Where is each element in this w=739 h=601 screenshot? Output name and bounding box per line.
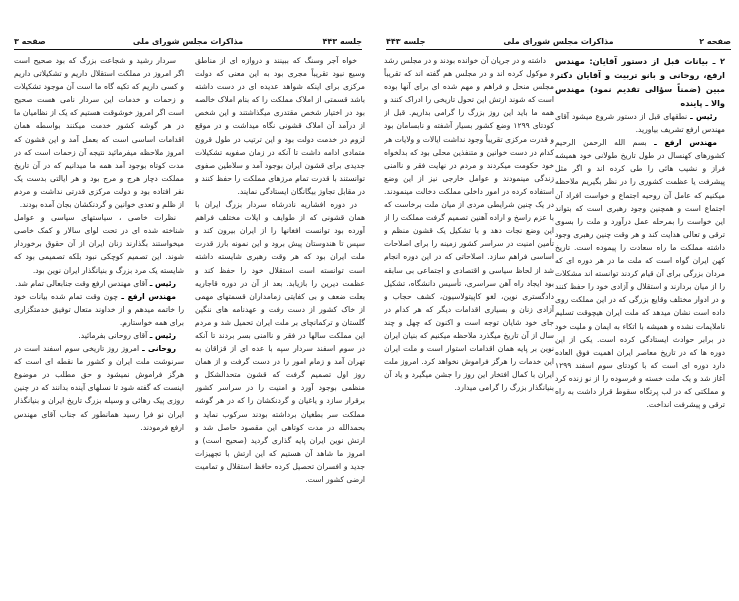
speaker-name: رئیس ـ	[690, 112, 718, 121]
speech-paragraph	[14, 290, 184, 329]
paragraph-text: سردار رشید و شجاعت بزرگ که بود صحیح است اگر امروز در مملکت استقلال داریم و تشکیلاتی داریم و کسی داریم که تکیه گاه ما است آن موجود تشکیلات و زحمات و خدمات این سردار نامی هست صحیح است اگر امروز خوشوقت هستیم که یک از نظامیان ما در هر گوشه کشور خدمت میکنند بواسطه همان اقدامات اساسی است که بعمل آمد و این قشون که امروز ملاحظه میفرمائید نتیجه آن زحمات است که در مدت کوتاه بوجود آمد همه ما میدانیم که در آن تاریخ مملکت دچار هرج و مرج بود و هر ایالتی بدست یک نفر افتاده بود و دولت مرکزی قدرتی نداشت و مردم از ظلم و تعدی خوانین و گردنکشان بجان آمده بودند.	[14, 56, 184, 210]
session-number: جلسه ۴۴۳	[322, 37, 362, 46]
page-number: صفحه ۳	[14, 37, 46, 46]
running-title: مذاکرات مجلس شورای ملی	[132, 37, 244, 46]
speech-paragraph	[14, 342, 184, 434]
text-column-right	[195, 54, 365, 594]
speech-paragraph	[14, 277, 184, 290]
section-title: ۲ ـ بیانات قبل از دستور آقایان: مهندس ارفع، روحانی و بانو تربیت و آقایان دکتر مبین (ضمناً سؤالی تقدیم نمود) مهندس والا ـ پاینده	[555, 56, 725, 108]
paragraph-text: بسم الله الرحمن الرحیم کشورهای کهنسال در طول تاریخ طولانی خود همیشه فراز و نشیب هائی را طی کرده اند و اگر مثل پیشرفت یا عظمت کشوری را در نظر بگیریم ملاحظه میکنیم که عامل آن روحیه اجتماع و خواست افراد آن اجتماع است و همچنین وجود رهبری است که بتواند این خواست را بمرحله عمل درآورد و ملت را بسوی ترقی و تعالی هدایت کند و هر وقت چنین رهبری وجود داشته مملکت ما راه سعادت را پیموده است. تاریخ کهن ایران گواه است که ملت ما در هر دوره ای که مردان بزرگی برای آن قیام کردند توانسته اند مشکلات را از میان بردارند و استقلال و آزادی خود را حفظ کنند و در ادوار مختلف وقایع بزرگی که در این مملکت روی داده است نشان میدهد که ملت ایران هیچوقت تسلیم ناملایمات نشده و همیشه با اتکاء به ایمان و ملیت خود در برابر حوادث ایستادگی کرده است. یکی از این دوره ها که در تاریخ معاصر ایران اهمیت فوق العاده دارد دوره ای است که با کودتای سوم اسفند ۱۲۹۹ آغاز شد و یک ملت خسته و فرسوده را از نو زنده کرد و مملکتی که در لب پرتگاه سقوط قرار داشت به راه ترقی و پیشرفت انداخت.	[555, 138, 725, 410]
page-number: صفحه ۲	[699, 37, 731, 46]
session-number: جلسه ۴۴۳	[386, 37, 426, 46]
speaker-name: روحانی ـ	[142, 344, 176, 354]
paragraph-text: در دوره افشاریه نادرشاه سردار بزرگ ایران با همان قشونی که از طوایف و ایلات مختلف فراهم آورده بود توانست افغانها را از ایران بیرون کند و سپس تا هندوستان پیش برود و این نمونه بارز قدرت ملت ایران بود که هر وقت رهبری شایسته داشته است توانسته است استقلال خود را حفظ کند و عظمت دیرین را بازیابد. بعد از آن در دوره قاجاریه بعلت ضعف و بی کفایتی زمامداران قسمتهای مهمی از خاک کشور از دست رفت و عهدنامه های ننگین گلستان و ترکمانچای بر ملت ایران تحمیل شد و مردم این مملکت سالها در فقر و ناامنی بسر بردند تا آنکه در سوم اسفند سردار سپه با عده ای از قزاقان به تهران آمد و زمام امور را در دست گرفت و از همان روز اول تصمیم گرفت که قشون متحدالشکل و منظمی بوجود آورد و امنیت را در سراسر کشور برقرار سازد و یاغیان و گردنکشان را که در هر گوشه مملکت سر بطغیان برداشته بودند سرکوب نماید و بحمدالله در مدت کوتاهی این مقصود حاصل شد و ارتش نوین ایران پایه گذاری گردید (صحیح است) و امروز ما شاهد آن هستیم که این ارتش با تجهیزات جدید و افسران تحصیل کرده حافظ استقلال و تمامیت ارضی کشور است.	[195, 200, 365, 484]
paragraph	[195, 54, 365, 198]
paragraph-text: آقای روحانی بفرمائید.	[78, 330, 148, 340]
page-header	[14, 37, 362, 50]
paragraph-text: خواه آجر وسنگ که ببینند و دروازه ای از مناطق وسیع نبود تقریباً مجری بود به این معنی که دولت مرکزی برای اینکه شواهد عدیده ای در دست داشته باشد قسمتی از املاک مملکت را که بنام املاک خالصه بود در اختیار شخص مقتدری میگذاشتند و این شخص از درآمد آن املاک قشونی نگاه میداشت و در موقع لزوم در خدمت دولت بود و این ترتیب در طول قرون متمادی ادامه داشت تا آنکه در زمان صفویه تشکیلات جدیدی برای قشون ایران بوجود آمد و سلاطین صفوی توانستند با قدرت تمام مرزهای مملکت را حفظ کنند و در مقابل تجاوز بیگانگان ایستادگی نمایند.	[195, 56, 365, 196]
paragraph-text: داشته و در جریان آن خوانده بودند و در مجلس رشد و موکول کرده اند و در مجلس هم گفته اند که تقریباً مجلس منحل و فراهم و مهم شده ای برای آنها بوده است که شوند ارتش این تحول تاریخی را ادراک کنند و همه ما باید این روز بزرگ را گرامی بداریم. قبل از کودتای ۱۲۹۹ وضع کشور بسیار آشفته و نابسامان بود و قدرت مرکزی تقریباً وجود نداشت ایالات و ولایات هر کدام در دست خوانین و متنفذین محلی بود که بدلخواه خود حکومت میکردند و مردم در نهایت فقر و ناامنی زندگی مینمودند و عوامل خارجی نیز از این وضع استفاده کرده در امور داخلی مملکت دخالت مینمودند. در یک چنین شرایطی مردی از میان ملت برخاست که با عزم راسخ و اراده آهنین تصمیم گرفت مملکت را از این وضع نجات دهد و با تشکیل یک قشون منظم و تأمین امنیت در سراسر کشور زمینه را برای اصلاحات اساسی فراهم سازد. اصلاحاتی که در این دوره انجام شد از لحاظ سیاسی و اقتصادی و اجتماعی بی سابقه بود ایجاد راه آهن سراسری، تأسیس دانشگاه، تشکیل دادگستری نوین، لغو کاپیتولاسیون، کشف حجاب و آزادی زنان و بسیاری اقدامات دیگر که هر کدام در جای خود شایان توجه است و اکنون که چهل و چند سال از آن تاریخ میگذرد ملاحظه میکنیم که بنیان ایران نوین بر پایه همان اقدامات استوار است و ملت ایران این خدمات را هرگز فراموش نخواهد کرد. امروز ملت ایران با کمال افتخار این روز را جشن میگیرد و یاد آن بنیانگذار بزرگ را گرامی میدارد.	[384, 56, 554, 393]
paragraph-text: نظرات خاصی ، سیاستهای سیاسی و عوامل شناخته شده ای در تحت لوای سالار و کمک خاصی میخواستند بگذارند زنان ایران از آن حقوق برخوردار شوند. این تصمیم کوچکی نبود بلکه تصمیمی بود که شایسته یک مرد بزرگ و بنیانگذار ایران نوین بود.	[14, 213, 184, 275]
speaker-name: رئیس ـ	[149, 330, 176, 340]
paragraph	[195, 198, 365, 486]
paragraph	[14, 211, 184, 276]
paragraph-text: نطقهای قبل از دستور شروع میشود آقای مهندس ارفع تشریف بیاورید.	[555, 112, 725, 135]
speech-paragraph	[555, 136, 725, 411]
running-title: مذاکرات مجلس شورای ملی	[503, 37, 614, 46]
paragraph-text: چون وقت تمام شده بیانات خود را خاتمه میدهم و از خداوند متعال توفیق خدمتگزاری برای همه خواستارم.	[14, 291, 184, 327]
text-column-right	[555, 54, 725, 594]
page-header	[386, 37, 731, 50]
speaker-name: رئیس ـ	[149, 278, 176, 288]
speaker-name: مهندس ارفع ـ	[654, 138, 718, 148]
paragraph	[14, 54, 184, 211]
text-column-left	[384, 54, 554, 594]
text-column-left	[14, 54, 184, 564]
paragraph	[384, 54, 554, 394]
speaker-name: مهندس ارفع ـ	[121, 291, 176, 301]
paragraph-text: آقای مهندس ارفع وقت جنابعالی تمام شد.	[15, 278, 148, 288]
speech-paragraph	[14, 329, 184, 342]
right-page	[372, 0, 739, 601]
paragraph-text: امروز روز تاریخی سوم اسفند است در سرنوشت ملت ایران و کشور ما نقطه ای است که هرگز فراموش نمیشود و حق مطلب در موضوع اینست که گفته شود تا نسلهای آینده بدانند که در چنین روزی پیک رهائی و وسیله بزرگ تاریخ ایران و بنیانگذار ایران نو فرا رسید همانطور که جناب آقای مهندس ارفع فرمودند.	[14, 344, 184, 432]
speech-paragraph	[555, 110, 725, 136]
